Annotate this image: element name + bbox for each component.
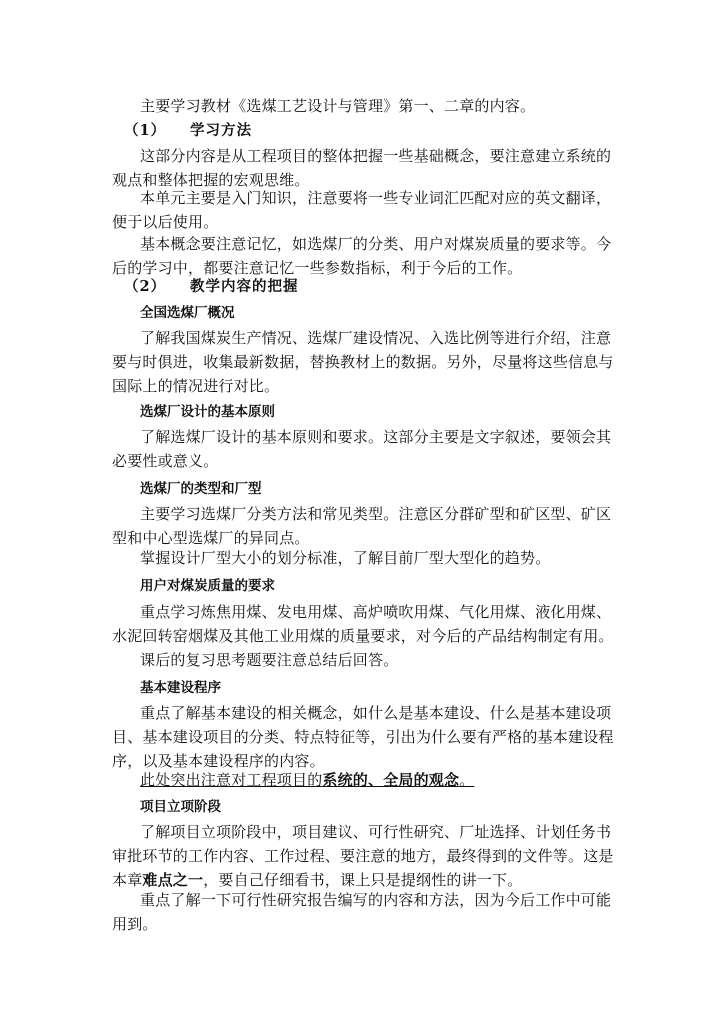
section-heading-2 [124,276,299,298]
topic-paragraph: 课后的复习思考题要注意总结后回答。 [140,651,399,669]
emphasis-prefix: 此处突出注意对工程项目的 [140,771,323,789]
topic-paragraph: 了解我国煤炭生产情况、选煤厂建设情况、入选比例等进行介绍，注意要与时俱进，收集最新数据，替换教材上的数据。另外，尽量将这些信息与国际上的情况进行对比。 [112,329,614,395]
emphasis-bold: 系统的、全局的观念 [322,771,460,789]
topic-paragraph: 重点了解一下可行性研究报告编写的内容和方法，因为今后工作中可能用到。 [112,891,612,933]
section-title: 教学内容的把握 [190,278,299,295]
topic-paragraph: 主要学习选煤厂分类方法和常见类型。注意区分群矿型和矿区型、矿区型和中心型选煤厂的异同点。 [112,505,612,547]
section-number: （2） [124,278,167,295]
topic-heading: 选煤厂设计的基本原则 [140,404,275,420]
topic-paragraph: 重点了解基本建设的相关概念，如什么是基本建设、什么是基本建设项目、基本建设项目的分类、特点特征等，引出为什么要有严格的基本建设程序，以及基本建设程序的内容。 [112,704,614,770]
emphasis-underlined [140,771,474,789]
emphasis-suffix: 。 [459,771,475,789]
topic-paragraph: 了解选煤厂设计的基本原则和要求。这部分主要是文字叙述，要领会其必要性或意义。 [112,428,612,470]
method-paragraph: 这部分内容是从工程项目的整体把握一些基础概念，要注意建立系统的观点和整体把握的宏观思维。 [112,147,612,189]
text-bold: 难点之一 [142,871,204,889]
topic-heading: 项目立项阶段 [140,799,221,815]
topic-paragraph [112,820,616,892]
emphasis-paragraph [112,768,616,792]
topic-paragraph: 重点学习炼焦用煤、发电用煤、高炉喷吹用煤、气化用煤、液化用煤、水泥回转窑烟煤及其他工业用煤的质量要求，对今后的产品结构制定有用。 [112,603,614,645]
topic-paragraph: 掌握设计厂型大小的划分标准，了解目前厂型大型化的趋势。 [140,549,551,567]
method-paragraph: 本单元主要是入门知识，注意要将一些专业词汇匹配对应的英文翻译，便于以后使用。 [112,189,612,231]
topic-heading: 基本建设程序 [140,680,221,696]
intro-paragraph: 主要学习教材《选煤工艺设计与管理》第一、二章的内容。 [140,97,536,115]
text-part: 了解项目立项阶段中，项目建议、可行性研究、厂址选择、计划任务书审批环节的工作内容、工作过程、要注意的地方，最终得到的文件等。这是本章 [112,823,614,889]
section-title: 学习方法 [190,122,252,139]
section-number: （1） [124,122,167,139]
section-heading-1 [124,120,252,142]
topic-heading: 用户对煤炭质量的要求 [140,578,275,594]
topic-heading: 全国选煤厂概况 [140,305,235,321]
text-part: ，要自己仔细看书，课上只是提纲性的讲一下。 [203,871,523,889]
method-paragraph: 基本概念要注意记忆，如选煤厂的分类、用户对煤炭质量的要求等。今后的学习中，都要注意记忆一些参数指标，利于今后的工作。 [112,235,612,277]
topic-heading: 选煤厂的类型和厂型 [140,481,262,497]
